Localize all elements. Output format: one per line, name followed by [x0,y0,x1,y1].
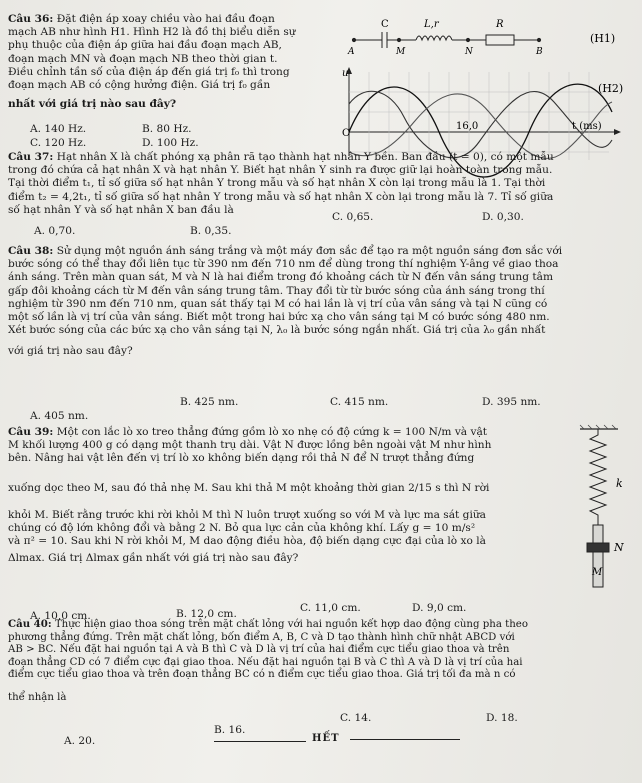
q37-line-1: Câu 37: Hạt nhân X là chất phóng xạ phân rã tạo thành hạt nhân Y bền. Ban đầu (t = 0), có một mẫu [8,151,554,163]
q39-line-6: chúng có độ lớn không đổi và bằng 2 N. Bỏ qua lực cản của không khí. Lấy g = 10 m/s² [8,522,476,535]
q36-line-7: nhất với giá trị nào sau đây? [8,98,177,111]
q40-option-b: B. 16. [214,724,246,736]
q36-option-c: C. 120 Hz. [30,137,87,149]
question-40 [8,618,638,705]
q38-line-3: ánh sáng. Trên màn quan sát, M và N là hai điểm trong đó khoảng cách từ N đến vân sáng trung tâm [8,271,554,284]
q36-option-b: B. 80 Hz. [142,123,192,135]
label-N: N [465,47,473,57]
origin-label: O [342,128,351,139]
q39-line-8: Δlmax. Giá trị Δlmax gần nhất với giá trị nào sau đây? [8,552,299,565]
q39-option-c: C. 11,0 cm. [300,602,361,614]
q36-figure [344,12,634,162]
label-m: M [592,567,603,578]
footer-line-left [214,741,306,742]
q36-line-5: Điều chỉnh tần số của điện áp đến giá trị f₀ thì trong [8,65,290,78]
q37-option-b: B. 0,35. [190,225,232,237]
q38-line-4: gấp đôi khoảng cách từ M đến vân sáng trung tâm. Thay đổi từ từ bước sóng của ánh sáng trong thí [8,284,545,297]
q36-option-a: A. 140 Hz. [30,123,87,135]
spring-figure [578,425,638,595]
circuit-diagram [352,32,540,48]
q38-line-7: Xét bước sóng của các bức xạ cho vân sáng tại N, λ₀ là bước sóng ngắn nhất. Giá trị của λ₀ gần nhất [8,324,546,337]
q37-label: Câu 37: [8,151,54,163]
label-R: R [496,19,504,30]
question-37 [8,151,638,217]
q37-option-c: C. 0,65. [332,211,374,223]
q40-option-c: C. 14. [340,712,372,724]
q39-option-b: B. 12,0 cm. [176,608,237,620]
q36-option-d: D. 100 Hz. [142,137,199,149]
q38-line-8: với giá trị nào sau đây? [8,345,133,358]
q38-option-d: D. 395 nm. [482,396,541,408]
footer-line-right [350,739,460,740]
q40-line-3: AB > BC. Nếu đặt hai nguồn tại A và B thì C và D là vị trí của hai điểm cực tiểu giao thoa và trên [8,644,510,656]
q38-line-5: nghiệm từ 390 nm đến 710 nm, quan sát thấy tại M có hai lần là vị trí của vân sáng và tại N cũng có [8,297,548,310]
question-36 [8,13,338,111]
q40-line-5: điểm cực tiểu giao thoa và trên đoạn thẳng BC có n điểm cực tiểu giao thoa. Giá trị tối đa mà n có [8,669,516,681]
h1-label: (H1) [590,32,616,45]
q38-line-6: một số lần là vị trí của vân sáng. Biết một trong hai bức xạ cho vân sáng tại M có bước sóng 480 nm. [8,311,550,324]
question-39 [8,426,563,566]
q39-line-2: M khối lượng 400 g có dạng một thanh trụ dài. Vật N được lồng bên ngoài vật M như hình [8,439,492,452]
q37-line-5: số hạt nhân Y và số hạt nhân X ban đầu là [8,203,234,216]
q37-option-d: D. 0,30. [482,211,524,223]
q36-label: Câu 36: [8,13,54,25]
q36-line-2: mạch AB như hình H1. Hình H2 là đồ thị biểu diễn sự [8,26,296,39]
q40-option-a: A. 20. [64,735,96,747]
q38-label: Câu 38: [8,245,54,257]
q38-line-1: Câu 38: Sử dụng một nguồn ánh sáng trắng và một máy đơn sắc để tạo ra một nguồn sáng đơn sắc với [8,245,563,257]
q37-line-3: Tại thời điểm t₁, tỉ số giữa số hạt nhân Y trong mẫu và số hạt nhân X còn lại trong mẫu là 1. Tại thời [8,177,546,190]
q39-line-7: và π² = 10. Sau khi N rời khỏi M, M dao động điều hòa, độ biến dạng cực đại của lò xo là [8,535,486,548]
t-axis-label: t (ms) [572,121,602,132]
label-k: k [616,477,623,490]
label-M: M [396,47,406,57]
q37-line-4: điểm t₂ = 4,2t₁, tỉ số giữa số hạt nhân Y trong mẫu và số hạt nhân X còn lại trong mẫu là 7. Tỉ số giữa [8,190,554,203]
q40-option-d: D. 18. [486,712,518,724]
q40-line-4: đoạn thẳng CD có 7 điểm cực đại giao thoa. Nếu đặt hai nguồn tại B và C thì A và D là vị trí của hai [8,656,523,668]
t-tick-label: 16,0 [456,121,479,132]
q40-line-6: thể nhận là [8,691,67,703]
q39-line-4: xuống dọc theo M, sau đó thả nhẹ M. Sau khi thả M một khoảng thời gian 2/15 s thì N rời [8,481,490,494]
footer-het: HẾT [312,733,340,744]
q40-line-2: phương thẳng đứng. Trên mặt chất lỏng, bốn điểm A, B, C và D tạo thành hình chữ nhật ABCD với [8,631,515,643]
q38-option-b: B. 425 nm. [180,396,239,408]
q38-option-c: C. 415 nm. [330,396,389,408]
u-axis-label: u [342,68,349,79]
q36-line-1: Câu 36: Đặt điện áp xoay chiều vào hai đầu đoạn [8,13,275,25]
label-B: B [536,47,543,57]
q38-line-2: bước sóng có thể thay đổi liên tục từ 390 nm đến 710 nm để dùng trong thí nghiệm Y-âng về giao thoa [8,258,559,271]
ring-n [587,543,609,552]
q38-option-a: A. 405 nm. [30,410,89,422]
q39-option-a: A. 10,0 cm. [30,610,91,622]
spring-coil [590,429,606,525]
label-Lr: L,r [424,19,439,30]
label-C: C [381,19,389,30]
q36-line-3: phụ thuộc của điện áp giữa hai đầu đoạn mạch AB, [8,39,282,52]
label-n: N [614,541,624,554]
q37-line-2: trong đó chứa cả hạt nhân X và hạt nhân Y. Biết hạt nhân Y sinh ra được giữ lại hoàn toàn trong mẫu. [8,164,553,177]
q39-line-1: Câu 39: Một con lắc lò xo treo thẳng đứng gồm lò xo nhẹ có độ cứng k = 100 N/m và vật [8,426,488,438]
q39-line-3: bên. Nâng hai vật lên đến vị trí lò xo không biến dạng rồi thả N để N trượt thẳng đứng [8,452,475,465]
label-A: A [348,47,355,57]
q40-line-1: Câu 40: Thực hiện giao thoa sóng trên mặt chất lỏng với hai nguồn kết hợp dao động cùng pha theo [8,618,528,630]
q36-line-4: đoạn mạch MN và đoạn mạch NB theo thời gian t. [8,52,278,65]
q39-option-d: D. 9,0 cm. [412,602,467,614]
q36-line-6: đoạn mạch AB có cộng hưởng điện. Giá trị f₀ gần [8,79,271,92]
q39-label: Câu 39: [8,426,54,438]
q37-option-a: A. 0,70. [34,225,76,237]
h2-label: (H2) [598,82,624,95]
question-38 [8,245,638,359]
q40-label: Câu 40: [8,618,52,630]
q39-line-5: khỏi M. Biết rằng trước khi rời khỏi M thì N luôn trượt xuống so với M và lực ma sát giữa [8,508,486,521]
